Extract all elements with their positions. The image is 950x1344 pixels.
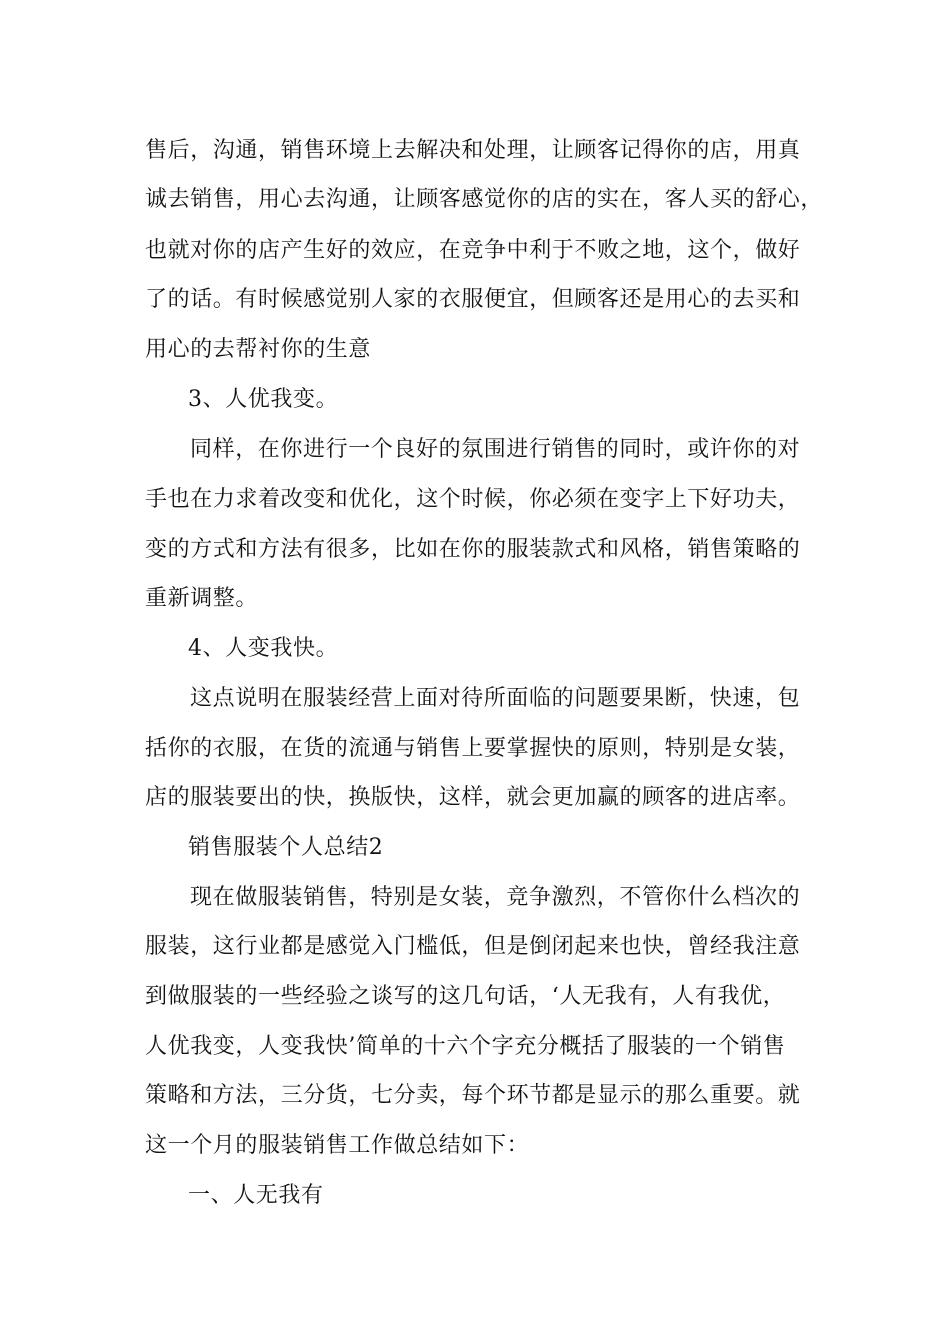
paragraph-1-line-5: 用心的去帮衬你的生意: [145, 337, 372, 362]
paragraph-1-line-1: 售后，沟通，销售环境上去解决和处理，让顾客记得你的店，用真: [145, 138, 801, 163]
paragraph-4-line-4: 人优我变，人变我快’简单的十六个字充分概括了服装的一个销售: [145, 1034, 786, 1059]
paragraph-3-line-2: 括你的衣服，在货的流通与销售上要掌握快的原则，特别是女装，: [145, 736, 801, 761]
heading-one: 一、人无我有: [188, 1183, 324, 1208]
heading-4: 4、人变我快。: [188, 636, 339, 661]
paragraph-1-line-2: 诚去销售，用心去沟通，让顾客感觉你的店的实在，客人买的舒心，: [145, 187, 824, 212]
paragraph-1-line-3: 也就对你的店产生好的效应，在竞争中利于不败之地，这个，做好: [145, 238, 801, 263]
section-title: 销售服装个人总结2: [188, 835, 384, 860]
paragraph-4-line-6: 这一个月的服装销售工作做总结如下：: [145, 1133, 530, 1158]
paragraph-4-line-1: 现在做服装销售，特别是女装，竞争激烈，不管你什么档次的: [190, 885, 801, 910]
paragraph-4-line-5: 策略和方法，三分货，七分卖，每个环节都是显示的那么重要。就: [145, 1083, 801, 1108]
paragraph-1-line-4: 了的话。有时候感觉别人家的衣服便宜，但顾客还是用心的去买和: [145, 287, 801, 312]
paragraph-2-line-2: 手也在力求着改变和优化，这个时候，你必须在变字上下好功夫，: [145, 487, 801, 512]
heading-3: 3、人优我变。: [188, 387, 339, 412]
paragraph-4-line-3: 到做服装的一些经验之谈写的这几句话，‘人无我有，人有我优，: [145, 984, 786, 1009]
paragraph-3-line-3: 店的服装要出的快，换版快，这样，就会更加赢的顾客的进店率。: [145, 785, 801, 810]
paragraph-3-line-1: 这点说明在服装经营上面对待所面临的问题要果断，快速，包: [190, 686, 801, 711]
paragraph-4-line-2: 服装，这行业都是感觉入门槛低，但是倒闭起来也快，曾经我注意: [145, 934, 801, 959]
paragraph-2-line-4: 重新调整。: [145, 586, 259, 611]
paragraph-2-line-1: 同样，在你进行一个良好的氛围进行销售的同时，或许你的对: [190, 437, 801, 462]
paragraph-2-line-3: 变的方式和方法有很多，比如在你的服装款式和风格，销售策略的: [145, 537, 801, 562]
